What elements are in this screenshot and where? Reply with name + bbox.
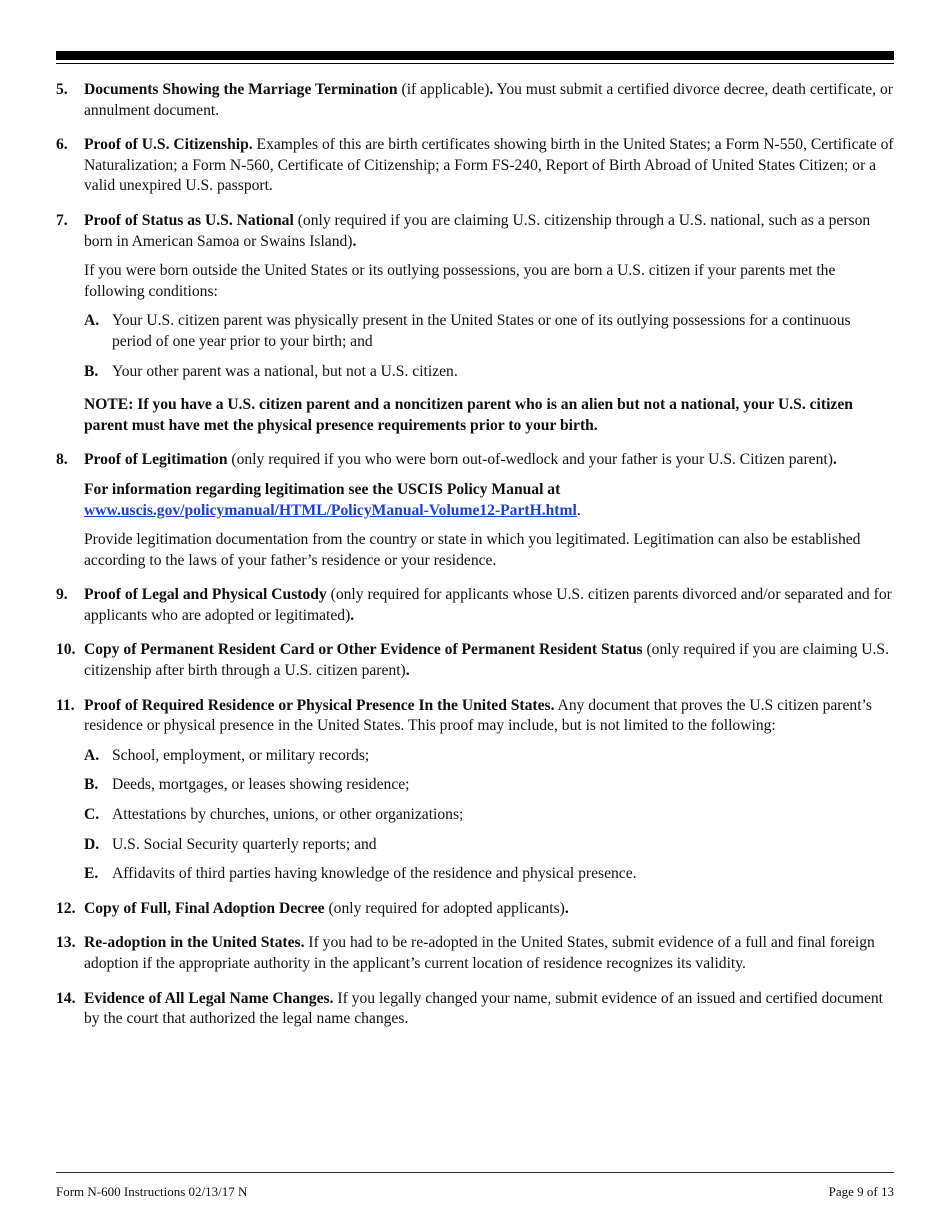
item-text: If you legally changed your name, submit evidence of an issued and certified document by the court that authorized the legal name changes. [84,989,883,1028]
sub-item-text: Your other parent was a national, but not a U.S. citizen. [112,362,458,380]
footer-rule [56,1172,894,1173]
sub-item-c [84,805,894,826]
list-item-13 [56,933,894,974]
sub-item-text: U.S. Social Security quarterly reports; and [112,835,377,853]
item-number: 8. [56,451,68,469]
list-item-8 [56,450,894,571]
item-number: 5. [56,81,68,98]
sub-item-letter: D. [84,835,100,853]
sub-item-letter: A. [84,312,100,330]
header-rule-thin [56,63,894,64]
sub-item-letter: C. [84,806,100,824]
list-item-7 [56,211,894,436]
item-paragraph: Provide legitimation documentation from the country or state in which you legitimated. Legitimation can also be established according to the laws of your father’s residence or your residence. [84,531,861,569]
link-end: . [576,501,581,519]
list-item-14 [56,989,894,1030]
item-title: Copy of Full, Final Adoption Decree [84,899,325,917]
sub-item-text: Affidavits of third parties having knowledge of the residence and physical presence. [112,865,637,883]
item-title: Proof of Legal and Physical Custody [84,586,327,604]
item-number: 11. [56,696,75,714]
item-number: 10. [56,641,76,659]
item-number: 14. [56,989,76,1007]
item-end: . [564,899,569,917]
list-item-12 [56,899,894,920]
list-item-5 [56,80,894,121]
item-number: 12. [56,899,76,917]
item-number: 7. [56,211,68,229]
item-paren: (only required for applicants whose U.S. citizen parents divorced and/or separated and for applicants who are adopted or legitimated) [84,586,892,624]
item-paragraph: If you were born outside the United States or its outlying possessions, you are born a U.S. citizen if your parents met the following conditions: [84,262,836,300]
item-text: You must submit a certified divorce decree, death certificate, or annulment document. [84,81,893,119]
item-title: Re-adoption in the United States. [84,934,305,952]
item-end: . [352,232,357,250]
sub-item-b [84,775,894,796]
item-paren: (if applicable) [397,81,490,98]
footer-form-id: Form N-600 Instructions 02/13/17 N [56,1184,248,1199]
item-end: . [832,451,837,469]
list-item-6 [56,135,894,197]
item-number: 9. [56,586,68,604]
sub-item-letter: A. [84,746,100,764]
item-title: Documents Showing the Marriage Termination [84,81,398,98]
info-paragraph [84,480,894,521]
item-end: . [405,662,410,680]
sub-item-text: Deeds, mortgages, or leases showing residence; [112,776,410,794]
sub-item-letter: B. [84,776,99,794]
policy-manual-link[interactable]: www.uscis.gov/policymanual/HTML/PolicyManual-Volume12-PartH.html [84,501,577,519]
sub-item-e [84,864,894,885]
list-item-10 [56,640,894,681]
item-title: Proof of Legitimation [84,451,228,469]
sub-item-text: School, employment, or military records; [112,746,370,764]
sub-item-text: Attestations by churches, unions, or other organizations; [112,806,464,824]
header-rule-thick [56,51,894,60]
item-title: Copy of Permanent Resident Card or Other Evidence of Permanent Resident Status [84,641,643,659]
sub-item-text: Your U.S. citizen parent was physically present in the United States or one of its outlying possessions for a continuous period of one year prior to your birth; and [112,312,851,350]
item-text: Examples of this are birth certificates showing birth in the United States; a Form N-550, Certificate of Naturalization; a Form N-560, Certificate of Citizenship; a Form FS-240, Report of Birth Abroad of United States Citizen; or a valid unexpired U.S. passport. [84,136,894,195]
item-paren: (only required if you are claiming U.S. citizenship after birth through a U.S. citizen parent) [84,641,889,680]
item-number: 6. [56,136,68,154]
item-paren: (only required if you are claiming U.S. citizenship through a U.S. national, such as a person born in American Samoa or Swains Island) [84,211,871,250]
item-title: Proof of Required Residence or Physical Presence In the United States. [84,696,555,714]
item-end: . [489,81,494,98]
item-paren: (only required if you who were born out-of-wedlock and your father is your U.S. Citizen parent) [227,451,833,469]
item-title: Evidence of All Legal Name Changes. [84,989,334,1007]
footer-page-number: Page 9 of 13 [828,1184,894,1199]
sub-item-letter: E. [84,865,99,883]
document-body [56,80,894,1044]
sub-item-letter: B. [84,362,99,380]
item-title: Proof of Status as U.S. National [84,211,294,229]
sub-item-a [84,311,894,352]
item-end: . [350,606,355,624]
item-text: If you had to be re-adopted in the United States, submit evidence of a full and final foreign adoption if the appropriate authority in the applicant’s current location of residence recognizes its validity. [84,934,875,972]
sub-item-a [84,746,894,767]
sub-item-d [84,835,894,856]
item-title: Proof of U.S. Citizenship. [84,136,253,154]
item-paren: (only required for adopted applicants) [324,899,565,917]
sub-item-b [84,362,894,383]
item-text: Any document that proves the U.S citizen parent’s residence or physical presence in the United States. This proof may include, but is not limited to the following: [84,696,872,735]
item-number: 13. [56,934,76,952]
info-text: For information regarding legitimation see the USCIS Policy Manual at [84,480,561,498]
note-paragraph: NOTE: If you have a U.S. citizen parent and a noncitizen parent who is an alien but not a national, your U.S. citizen parent must have met the physical presence requirements prior to your birth. [84,396,853,434]
list-item-9 [56,585,894,626]
list-item-11 [56,696,894,885]
